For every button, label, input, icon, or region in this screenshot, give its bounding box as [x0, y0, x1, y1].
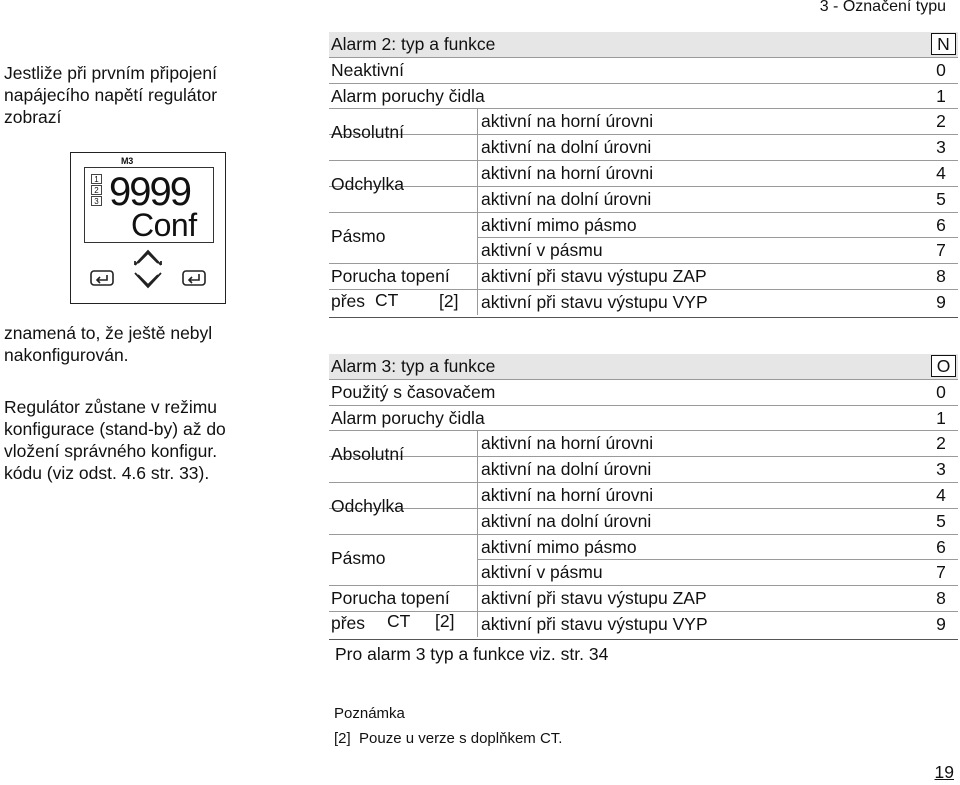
row-sub: aktivní při stavu výstupu ZAP [481, 266, 707, 287]
group-heater-fault: Porucha topení [331, 588, 450, 608]
device-keypad [71, 153, 227, 305]
row-code: 5 [936, 188, 946, 209]
row-sub: aktivní na horní úrovni [481, 163, 654, 183]
row-code: 2 [936, 111, 946, 132]
group-via: přes [331, 291, 366, 311]
row-code: 8 [936, 588, 946, 609]
intro-line: zobrazí [4, 107, 62, 127]
table-row [329, 58, 958, 84]
row-label: Neaktivní [331, 59, 404, 80]
standby-line: Regulátor zůstane v režimu [4, 397, 218, 417]
standby-text [4, 396, 264, 484]
row-code: 3 [936, 459, 946, 480]
alarm3-footer: Pro alarm 3 typ a funkce viz. str. 34 [335, 644, 609, 664]
down-arrow-icon [135, 273, 161, 287]
row-sub: aktivní na horní úrovni [481, 485, 654, 505]
controller-device-illustration [70, 152, 226, 304]
row-code: 5 [936, 510, 946, 531]
row-code: 0 [936, 59, 946, 80]
intro-text [4, 62, 264, 128]
indicator-2: 2 [91, 185, 102, 195]
table-row [329, 457, 958, 483]
row-sub: aktivní při stavu výstupu VYP [481, 614, 708, 634]
row-sub: aktivní v pásmu [481, 240, 603, 261]
table-row [329, 84, 958, 110]
display-value: 9999 [109, 170, 190, 214]
row-sub: aktivní v pásmu [481, 562, 603, 583]
table-row [329, 406, 958, 432]
table-row [329, 560, 958, 586]
row-code: 1 [936, 85, 946, 106]
group-absolute: Absolutní [331, 122, 404, 142]
alarm2-code-letter: N [931, 33, 956, 55]
row-code: 7 [936, 562, 946, 583]
row-code: 6 [936, 536, 946, 557]
row-code: 4 [936, 485, 946, 505]
standby-line: vložení správného konfigur. [4, 441, 218, 461]
note-title: Poznámka [334, 705, 405, 722]
group-ct: CT [375, 290, 399, 310]
row-sub: aktivní na dolní úrovni [481, 459, 652, 480]
row-sub: aktivní na horní úrovni [481, 433, 654, 454]
display-text: Conf [131, 207, 197, 243]
indicator-3: 3 [91, 196, 102, 206]
row-sub: aktivní na horní úrovni [481, 111, 654, 132]
row-code: 7 [936, 240, 946, 261]
up-arrow-icon [135, 251, 161, 265]
standby-line: konfigurace (stand-by) až do [4, 419, 226, 439]
alarm3-header-row [329, 354, 958, 380]
enter-key-icon [183, 271, 205, 285]
explain-line: nakonfigurován. [4, 345, 129, 365]
explain-line: znamená to, že ještě nebyl [4, 323, 213, 343]
group-deviation: Odchylka [331, 496, 404, 516]
section-header: 3 - Označení typu [819, 0, 946, 15]
page-number: 19 [934, 762, 954, 782]
alarm3-title: Alarm 3: typ a funkce [331, 356, 496, 376]
row-sub: aktivní při stavu výstupu VYP [481, 292, 708, 312]
alarm2-header-row [329, 32, 958, 58]
group-deviation: Odchylka [331, 174, 404, 194]
intro-line: napájecího napětí regulátor [4, 85, 218, 105]
standby-line: kódu (viz odst. 4.6 str. 33). [4, 463, 210, 483]
alarm3-table [329, 354, 958, 640]
row-code: 1 [936, 407, 946, 428]
table-row [329, 290, 958, 316]
intro-line: Jestliže při prvním připojení [4, 63, 217, 83]
table-row [329, 238, 958, 264]
row-code: 0 [936, 381, 946, 402]
alarm2-title: Alarm 2: typ a funkce [331, 34, 496, 54]
table-row [329, 380, 958, 406]
group-heater-fault: Porucha topení [331, 266, 450, 286]
row-code: 2 [936, 433, 946, 454]
table-row [329, 612, 958, 638]
group-band: Pásmo [331, 226, 386, 246]
row-sub: aktivní na dolní úrovni [481, 510, 652, 531]
group-ct: CT [387, 611, 411, 631]
table-row [329, 135, 958, 161]
row-code: 6 [936, 214, 946, 235]
indicator-1: 1 [91, 174, 102, 184]
return-key-icon [91, 271, 113, 285]
group-absolute: Absolutní [331, 444, 404, 464]
row-code: 4 [936, 163, 946, 183]
alarm2-table [329, 32, 958, 318]
table-row [329, 187, 958, 213]
alarm3-code-letter: O [931, 355, 956, 377]
table-row [329, 509, 958, 535]
group-band: Pásmo [331, 548, 386, 568]
device-model: M3 [121, 156, 133, 166]
row-sub: aktivní při stavu výstupu ZAP [481, 588, 707, 609]
group-ref: [2] [435, 611, 455, 631]
row-code: 3 [936, 137, 946, 158]
row-sub: aktivní mimo pásmo [481, 214, 637, 235]
note-text: [2] Pouze u verze s doplňkem CT. [334, 730, 563, 747]
row-sub: aktivní na dolní úrovni [481, 137, 652, 158]
row-code: 9 [936, 614, 946, 634]
row-label: Použitý s časovačem [331, 381, 496, 402]
row-code: 8 [936, 266, 946, 287]
row-sub: aktivní mimo pásmo [481, 536, 637, 557]
group-via: přes [331, 613, 366, 633]
group-ref: [2] [439, 291, 459, 311]
row-label: Alarm poruchy čidla [331, 85, 485, 106]
row-label: Alarm poruchy čidla [331, 407, 485, 428]
row-code: 9 [936, 292, 946, 312]
row-sub: aktivní na dolní úrovni [481, 188, 652, 209]
explain-text [4, 322, 264, 366]
